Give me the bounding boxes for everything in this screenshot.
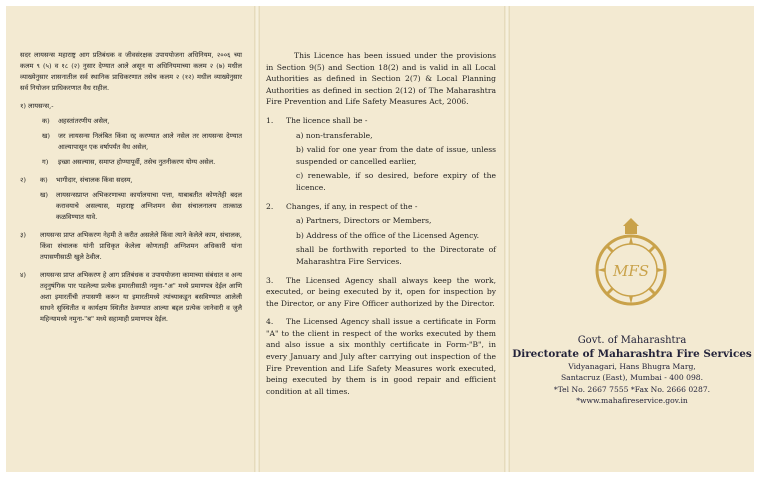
english-panel <box>260 6 508 472</box>
sub-label: ग) <box>42 158 49 166</box>
item-text: The Licensed Agency shall always keep the work, executed, or being executed by it, open for inspection by the Director, or any Fire Officer authorized by the Director. <box>266 275 496 308</box>
department-address-block <box>510 334 754 407</box>
marathi-item-4 <box>20 270 242 325</box>
english-item-1 <box>266 115 496 127</box>
sub-text: जर लायसन्स निलंबित किंवा रद्द करण्यात आले नसेल तर लायसन्स देण्यात आल्यापासून एक वर्षापर्यंत वैध असेल, <box>58 132 242 151</box>
sub-text: अहस्तांतरणीय असेल, <box>58 117 110 125</box>
english-item-2-tail: shall be forthwith reported to the Directorate of Maharashtra Fire Services. <box>296 245 496 266</box>
item-number: 4. <box>266 317 274 327</box>
cover-panel <box>510 6 754 472</box>
item-number: 1. <box>266 115 274 125</box>
marathi-item-2a <box>40 175 242 186</box>
item-number: ३) <box>20 231 27 239</box>
sub-label: क) <box>42 117 50 125</box>
marathi-item-2b <box>40 190 242 223</box>
phone-fax: *Tel No. 2667 7555 *Fax No. 2666 0287. <box>553 384 711 394</box>
sub-label: ख) <box>42 132 50 140</box>
govt-title: Govt. of Maharashtra <box>577 335 687 346</box>
licence-brochure <box>6 6 754 472</box>
english-item-3 <box>266 275 496 310</box>
sub-text: इच्छा असल्यास, समाप्त होण्यापूर्वी, तसेच नुतनीकरण योग्य असेल. <box>58 158 216 166</box>
marathi-item-1c <box>42 157 242 168</box>
website: *www.mahafireservice.gov.in <box>576 396 688 406</box>
english-item-2a: a) Partners, Directors or Members, <box>296 216 432 226</box>
english-item-1b: b) valid for one year from the date of issue, unless suspended or cancelled earlier, <box>296 145 496 166</box>
fire-services-emblem-icon <box>583 216 679 312</box>
seal-text: MFS <box>612 262 650 280</box>
english-item-2b: b) Address of the office of the Licensed Agency. <box>296 230 480 240</box>
item-text: The Licensed Agency shall issue a certificate in Form "A" to the client in respect of the works executed by them and also issue a six monthly certificate in Form-"B", in every January and July after carrying out inspection of the Fire Prevention and Life Safety Measures work executed, being executed by them is in good repair and efficient condition at all times. <box>266 317 496 396</box>
english-item-2 <box>266 201 496 213</box>
sub-text: भागीदार, संचालक किंवा सदस्य, <box>56 176 133 184</box>
address-line-2: Santacruz (East), Mumbai - 400 098. <box>560 373 704 383</box>
item-text: लायसन्स प्राप्त अभिकरण नेहमी ते करीत असलेले किंवा त्याने केलेले काम, संचालक, किंवा संचालक यांनी प्राधिकृत केलेला कोणताही अग्निशमन अधिकारी यांना तपासणीसाठी खुले ठेवील. <box>40 231 242 261</box>
marathi-item-1-label: १) लायसन्स,- <box>20 102 54 110</box>
item-label: Changes, if any, in respect of the - <box>286 201 418 211</box>
department-title: Directorate of Maharashtra Fire Services <box>512 348 752 360</box>
sub-label: क) <box>40 176 48 184</box>
item-label: The licence shall be - <box>286 115 368 125</box>
sub-label: ख) <box>40 191 48 199</box>
sub-text: लायसन्सप्राप्त अभिकरणाच्या कार्यालयाचा पत्ता, याबाबतीत कोणतेही बदल करावयाचे असल्यास, महाराष्ट्र अग्निशमन सेवा संचालनालय तात्काळ कळविण्यात यावे. <box>56 191 242 221</box>
english-item-1c: c) renewable, if so desired, before expiry of the licence. <box>296 171 496 192</box>
item-text: लायसन्स प्राप्त अभिकरण हे आग प्रतिबंधक व उपाययोजना कामाच्या संबंधात व अन्य तद्नुषंगिक पार पडलेल्या प्रत्येक इमारतीसाठी नमुना-"अ" मध्ये प्रमाणपत्र देईल आणि अशा इमारतींची तपासणी करून या इमारतीमध्ये त्यांच्याकडून बसविण्यात आलेली साधने सुस्थितीत व कार्यक्षम स्थितीत ठेवण्यात आल्या बद्दल प्रत्येक जानेवारी व जुलै महिन्यामध्ये नमुना-"ब" मध्ये सहामाही प्रमाणपत्र देईल. <box>40 271 242 323</box>
marathi-item-3 <box>20 230 242 263</box>
marathi-item-2 <box>20 175 242 223</box>
marathi-item-1a <box>42 116 242 127</box>
marathi-item-1b <box>42 131 242 153</box>
address-line-1: Vidyanagari, Hans Bhugra Marg, <box>568 362 696 371</box>
item-number: ४) <box>20 271 27 279</box>
marathi-panel <box>6 6 254 472</box>
english-intro: This Licence has been issued under the provisions in Section 9(5) and Section 18(2) and is valid in all Local Authorities as defined in Section 2(7) & Local Planning Authorities as defined in section 2(12) of The Maharashtra Fire Prevention and Life Safety Measures Act, 2006. <box>266 51 496 107</box>
item-number: २) <box>20 176 27 184</box>
item-number: 2. <box>266 201 274 211</box>
english-item-4 <box>266 316 496 397</box>
english-item-1a: a) non-transferable, <box>296 130 373 140</box>
marathi-intro: सदर लायसन्स महाराष्ट्र आग प्रतिबंधक व जीवसंरक्षक उपाययोजना अधिनियम, २००६ च्या कलम ९ (५) व १८ (२) नुसार देण्यात आले असून या अधिनियमाच्या कलम २ (७) मधील व्याख्येनुसार शासनातील सर्व स्थानिक प्राधिकरणात तसेच कलम २ (१२) मधील व्याख्येनुसार सर्व नियोजन प्राधिकरणात वैध राहील. <box>20 51 242 92</box>
item-number: 3. <box>266 275 274 285</box>
